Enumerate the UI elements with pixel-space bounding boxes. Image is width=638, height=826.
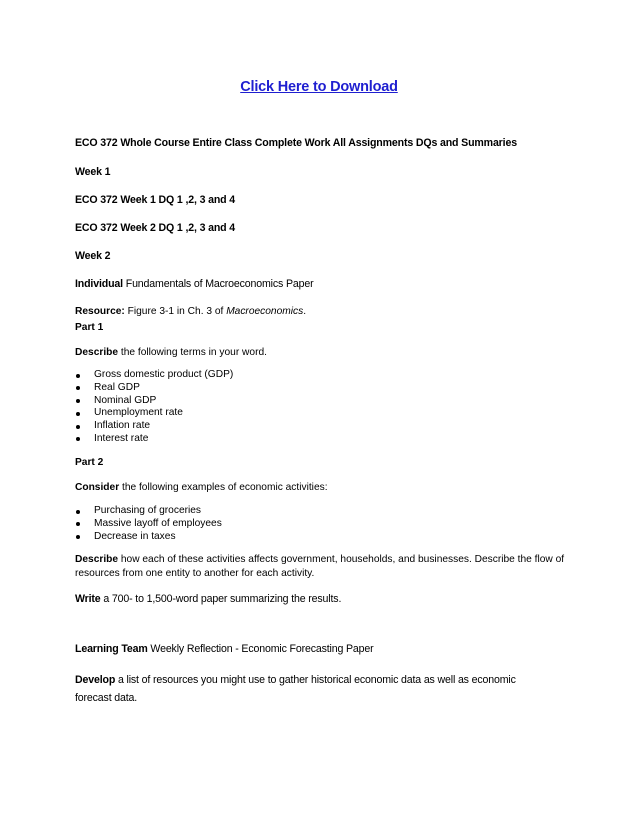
learning-team-label: Learning Team: [75, 643, 148, 655]
bullet-icon: [76, 522, 80, 526]
develop-label: Develop: [75, 674, 116, 686]
part2-heading: Part 2: [75, 457, 104, 468]
bullet-icon: [76, 535, 80, 539]
resource-line: Resource: Figure 3-1 in Ch. 3 of Macroeconomics.: [75, 306, 307, 317]
bullet-icon: [76, 412, 80, 416]
develop-instruction: Develop a list of resources you might use to gather historical economic data as well as economic forecast data.: [75, 674, 516, 704]
bullet-icon: [76, 510, 80, 514]
download-link[interactable]: Click Here to Download: [240, 79, 398, 95]
list-item: Interest rate: [75, 433, 233, 446]
describe-label: Describe: [75, 347, 119, 358]
individual-assignment: [75, 278, 313, 291]
list-item: Decrease in taxes: [75, 531, 222, 544]
individual-label: Individual: [75, 278, 123, 290]
bullet-icon: [76, 437, 80, 441]
list-item: Purchasing of groceries: [75, 505, 222, 518]
week1-heading: Week 1: [75, 166, 111, 178]
part2-describe: Describe how each of these activities affects government, households, and businesses. Describe the flow of resources from one entity to another for each activity.: [75, 554, 565, 579]
list-item: Inflation rate: [75, 420, 233, 433]
learning-team-assignment: Learning Team Weekly Reflection - Economic Forecasting Paper: [75, 643, 374, 655]
individual-text: Fundamentals of Macroeconomics Paper: [122, 278, 314, 290]
list-item: Nominal GDP: [75, 395, 233, 408]
list-item: Real GDP: [75, 382, 233, 395]
course-title: ECO 372 Whole Course Entire Class Complete Work All Assignments DQs and Summaries: [75, 137, 517, 149]
list-item: Unemployment rate: [75, 407, 233, 420]
week2-dq-line: ECO 372 Week 2 DQ 1 ,2, 3 and 4: [75, 222, 236, 234]
terms-list: [75, 369, 233, 446]
list-item: Massive layoff of employees: [75, 518, 222, 531]
bullet-icon: [76, 374, 80, 378]
bullet-icon: [76, 399, 80, 403]
activities-list: [75, 505, 222, 543]
resource-label: Resource:: [75, 306, 125, 317]
bullet-icon: [76, 386, 80, 390]
part1-describe: Describe the following terms in your word.: [75, 347, 267, 358]
resource-book: Macroeconomics: [226, 306, 304, 317]
describe-label: Describe: [75, 554, 119, 565]
week1-dq-line: ECO 372 Week 1 DQ 1 ,2, 3 and 4: [75, 194, 236, 206]
list-item: Gross domestic product (GDP): [75, 369, 233, 382]
part1-heading: Part 1: [75, 322, 104, 333]
week2-heading: Week 2: [75, 250, 111, 262]
bullet-icon: [76, 425, 80, 429]
write-instruction: Write a 700- to 1,500-word paper summarizing the results.: [75, 593, 342, 605]
consider-label: Consider: [75, 482, 120, 493]
part2-consider: Consider the following examples of economic activities:: [75, 482, 328, 493]
write-label: Write: [75, 593, 101, 605]
